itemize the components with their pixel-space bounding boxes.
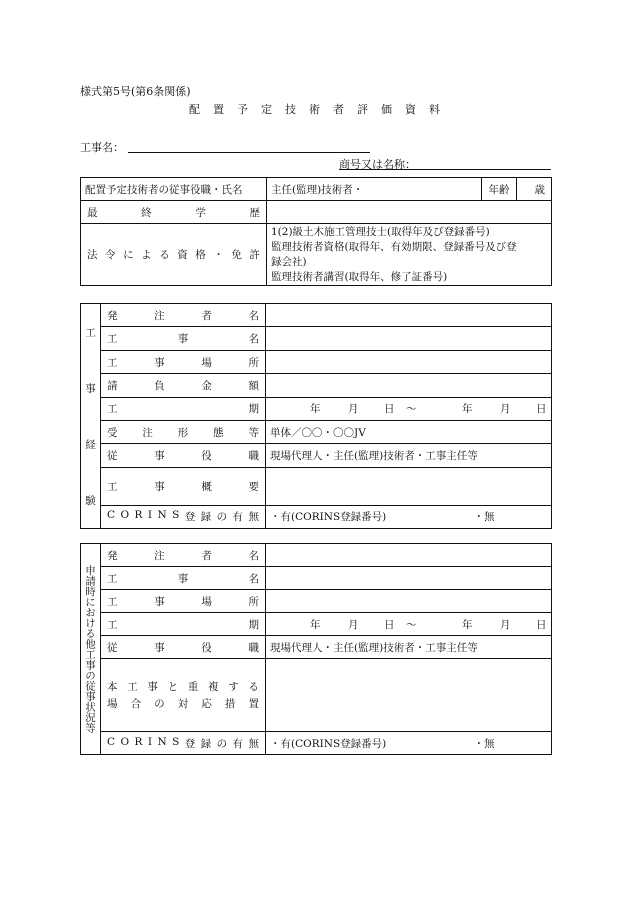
exp-corins-label: C O R I N S 登 録 の 有 無 <box>107 509 259 524</box>
role-name-label: 配置予定技術者の従事役職・氏名 <box>81 178 267 201</box>
role-name-row <box>81 178 552 201</box>
project-name-label: 工事名： <box>80 141 124 154</box>
age-unit[interactable]: 歳 <box>517 178 552 201</box>
other-role-row <box>81 636 552 659</box>
other-overlap-label: 本 工 事 と 重 複 す る 場 合 の 対 応 措 置 <box>101 659 266 732</box>
exp-form-row <box>81 421 552 444</box>
other-period-value[interactable]: 年 月 日 ～ 年 月 日 <box>266 613 552 636</box>
document-title: 配 置 予 定 技 術 者 評 価 資 料 <box>189 103 441 116</box>
exp-corins-value[interactable] <box>266 505 552 529</box>
other-project-row <box>81 567 552 590</box>
other-work-table <box>80 543 552 755</box>
qualification-line: 監理技術者講習(取得年、修了証番号) <box>271 271 448 283</box>
exp-project-value[interactable] <box>266 327 552 350</box>
other-period-row <box>81 613 552 636</box>
qualification-line: 監理技術者資格(取得年、有効期限、登録番号及び登 <box>271 241 517 253</box>
other-project-label: 工 事 名 <box>107 572 259 585</box>
exp-orderer-value[interactable] <box>266 304 552 327</box>
qualification-value[interactable] <box>267 224 552 286</box>
other-overlap-row <box>81 659 552 732</box>
exp-summary-value[interactable] <box>266 467 552 505</box>
other-role-value[interactable]: 現場代理人・主任(監理)技術者・工事主任等 <box>266 636 552 659</box>
corins-yes-option[interactable]: ・有(CORINS登録番号) <box>270 737 387 750</box>
exp-orderer-row <box>81 304 552 327</box>
exp-role-label: 従 事 役 職 <box>107 450 259 463</box>
corins-yes-option[interactable]: ・有(CORINS登録番号) <box>270 511 387 524</box>
age-label: 年齢 <box>482 178 517 201</box>
company-label: 商号又は名称： <box>339 158 416 171</box>
exp-summary-row <box>81 467 552 505</box>
education-label: 最 終 学 歴 <box>87 206 260 219</box>
form-number: 様式第5号(第6条関係) <box>80 85 191 98</box>
exp-site-value[interactable] <box>266 350 552 373</box>
other-role-label: 従 事 役 職 <box>107 641 259 654</box>
exp-project-row <box>81 327 552 350</box>
qualification-label: 法 令 に よ る 資 格 ・ 免 許 <box>87 249 260 261</box>
exp-period-label: 工 期 <box>107 403 259 416</box>
exp-amount-row <box>81 374 552 397</box>
exp-form-value[interactable]: 単体／〇〇・〇〇JV <box>266 421 552 444</box>
exp-form-label: 受 注 形 態 等 <box>107 426 259 439</box>
other-corins-value[interactable] <box>266 732 552 755</box>
exp-amount-value[interactable] <box>266 374 552 397</box>
other-work-side-label: 申請時における他工事の従事状況等 <box>81 544 101 755</box>
corins-no-option[interactable]: ・無 <box>473 737 495 750</box>
project-name-underline[interactable] <box>128 152 370 153</box>
corins-no-option[interactable]: ・無 <box>473 511 495 524</box>
qualification-row <box>81 224 552 286</box>
other-site-row <box>81 590 552 613</box>
other-corins-label: C O R I N S 登 録 の 有 無 <box>107 735 259 750</box>
exp-role-row <box>81 444 552 467</box>
exp-summary-label: 工 事 概 要 <box>107 480 259 493</box>
exp-period-value[interactable]: 年 月 日 ～ 年 月 日 <box>266 397 552 420</box>
other-overlap-value[interactable] <box>266 659 552 732</box>
exp-amount-label: 請 負 金 額 <box>107 379 259 392</box>
other-corins-row <box>81 732 552 755</box>
education-value[interactable] <box>267 201 552 224</box>
engineer-info-table <box>80 177 552 286</box>
other-orderer-label: 発 注 者 名 <box>107 549 259 562</box>
exp-corins-row <box>81 505 552 529</box>
other-site-label: 工 事 場 所 <box>107 595 259 608</box>
other-orderer-row <box>81 544 552 567</box>
exp-role-value[interactable]: 現場代理人・主任(監理)技術者・工事主任等 <box>266 444 552 467</box>
qualification-line: 1(2)級土木施工管理技士(取得年及び登録番号) <box>271 226 490 238</box>
exp-period-row <box>81 397 552 420</box>
other-orderer-value[interactable] <box>266 544 552 567</box>
role-name-value[interactable]: 主任(監理)技術者・ <box>267 178 482 201</box>
education-row <box>81 201 552 224</box>
exp-site-label: 工 事 場 所 <box>107 356 259 369</box>
work-experience-table <box>80 303 552 529</box>
other-period-label: 工 期 <box>107 618 259 631</box>
qualification-line: 録会社) <box>271 256 307 268</box>
exp-project-label: 工 事 名 <box>107 333 259 346</box>
other-site-value[interactable] <box>266 590 552 613</box>
other-project-value[interactable] <box>266 567 552 590</box>
exp-orderer-label: 発 注 者 名 <box>107 309 259 322</box>
exp-site-row <box>81 350 552 373</box>
company-name-underline[interactable] <box>339 169 551 170</box>
work-experience-side-label: 工 事 経 験 <box>81 304 101 529</box>
